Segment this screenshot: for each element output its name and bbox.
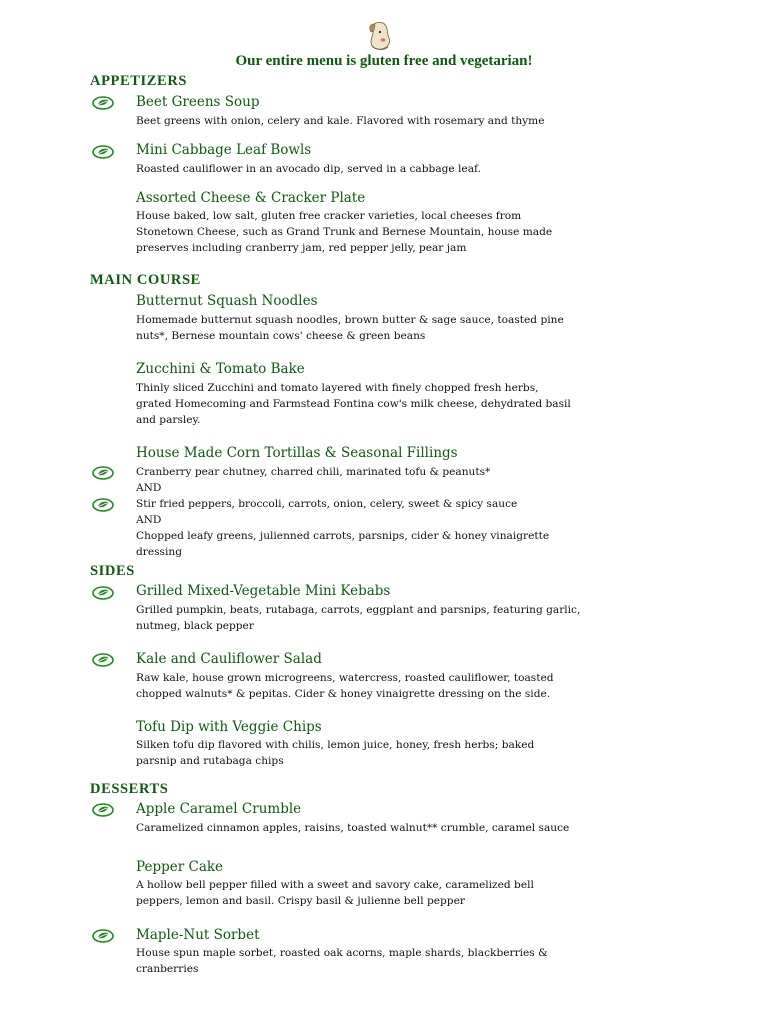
menu-item-title: Zucchini & Tomato Bake	[136, 361, 305, 377]
menu-item-description: Silken tofu dip flavored with chilis, lemon juice, honey, fresh herbs; baked parsnip and rutabaga chips	[136, 739, 535, 767]
dog-head-icon	[364, 20, 394, 52]
leaf-in-oval-icon	[92, 586, 114, 600]
leaf-in-oval-icon	[92, 466, 114, 480]
menu-item-description: Thinly sliced Zucchini and tomato layered with finely chopped fresh herbs, grated Homecoming and Farmstead Fontina cow's milk cheese, dehydrated basil and parsley.	[136, 382, 571, 426]
leaf-in-oval-icon	[92, 653, 114, 667]
menu-item-title: Beet Greens Soup	[136, 94, 260, 110]
menu-item-title: Maple-Nut Sorbet	[136, 927, 260, 943]
menu-item-description: Homemade butternut squash noodles, brown butter & sage sauce, toasted pine nuts*, Bernese mountain cows' cheese & green beans	[136, 314, 564, 342]
leaf-in-oval-icon	[92, 96, 114, 110]
leaf-in-oval-icon	[92, 498, 114, 512]
menu-item-description: House baked, low salt, gluten free cracker varieties, local cheeses from Stonetown Cheese, such as Grand Trunk and Bernese Mountain, house made preserves including cranberry jam, red pepper jelly, pear jam	[136, 210, 553, 254]
menu-item-title: Kale and Cauliflower Salad	[136, 651, 322, 667]
menu-item-title: Tofu Dip with Veggie Chips	[136, 719, 322, 735]
section-heading-main-course: MAIN COURSE	[90, 272, 201, 288]
section-heading-sides: SIDES	[90, 563, 135, 579]
leaf-in-oval-icon	[92, 803, 114, 817]
menu-item-description: Beet greens with onion, celery and kale. Flavored with rosemary and thyme	[136, 115, 545, 127]
menu-item-description: Roasted cauliflower in an avocado dip, served in a cabbage leaf.	[136, 163, 481, 175]
menu-item-title: Assorted Cheese & Cracker Plate	[136, 190, 366, 206]
menu-item-description: Raw kale, house grown microgreens, watercress, roasted cauliflower, toasted chopped walnuts* & pepitas. Cider & honey vinaigrette dressing on the side.	[136, 672, 554, 700]
section-heading-desserts: DESSERTS	[90, 781, 169, 797]
menu-item-description: A hollow bell pepper filled with a sweet and savory cake, caramelized bell peppers, lemon and basil. Crispy basil & julienne bell pepper	[136, 879, 534, 907]
menu-item-title: Butternut Squash Noodles	[136, 293, 318, 309]
leaf-in-oval-icon	[92, 145, 114, 159]
menu-item-description: Cranberry pear chutney, charred chili, marinated tofu & peanuts* AND Stir fried peppers, broccoli, carrots, onion, celery, sweet & spicy sauce AND Chopped leafy greens, julienned carrots, parsnips, cider & honey vinaigrette dressing	[136, 466, 550, 558]
menu-item-title: Mini Cabbage Leaf Bowls	[136, 142, 312, 158]
section-heading-appetizers: APPETIZERS	[90, 73, 188, 89]
menu-item-description: House spun maple sorbet, roasted oak acorns, maple shards, blackberries & cranberries	[136, 947, 548, 975]
menu-item-title: House Made Corn Tortillas & Seasonal Fillings	[136, 445, 458, 461]
menu-item-description: Caramelized cinnamon apples, raisins, toasted walnut** crumble, caramel sauce	[136, 822, 570, 834]
menu-item-title: Apple Caramel Crumble	[136, 801, 302, 817]
menu-item-title: Grilled Mixed-Vegetable Mini Kebabs	[136, 583, 391, 599]
menu-item-description: Grilled pumpkin, beats, rutabaga, carrots, eggplant and parsnips, featuring garlic, nutmeg, black pepper	[136, 604, 581, 632]
leaf-in-oval-icon	[92, 929, 114, 943]
menu-tagline: Our entire menu is gluten free and vegetarian!	[235, 53, 533, 69]
menu-item-title: Pepper Cake	[136, 859, 224, 875]
